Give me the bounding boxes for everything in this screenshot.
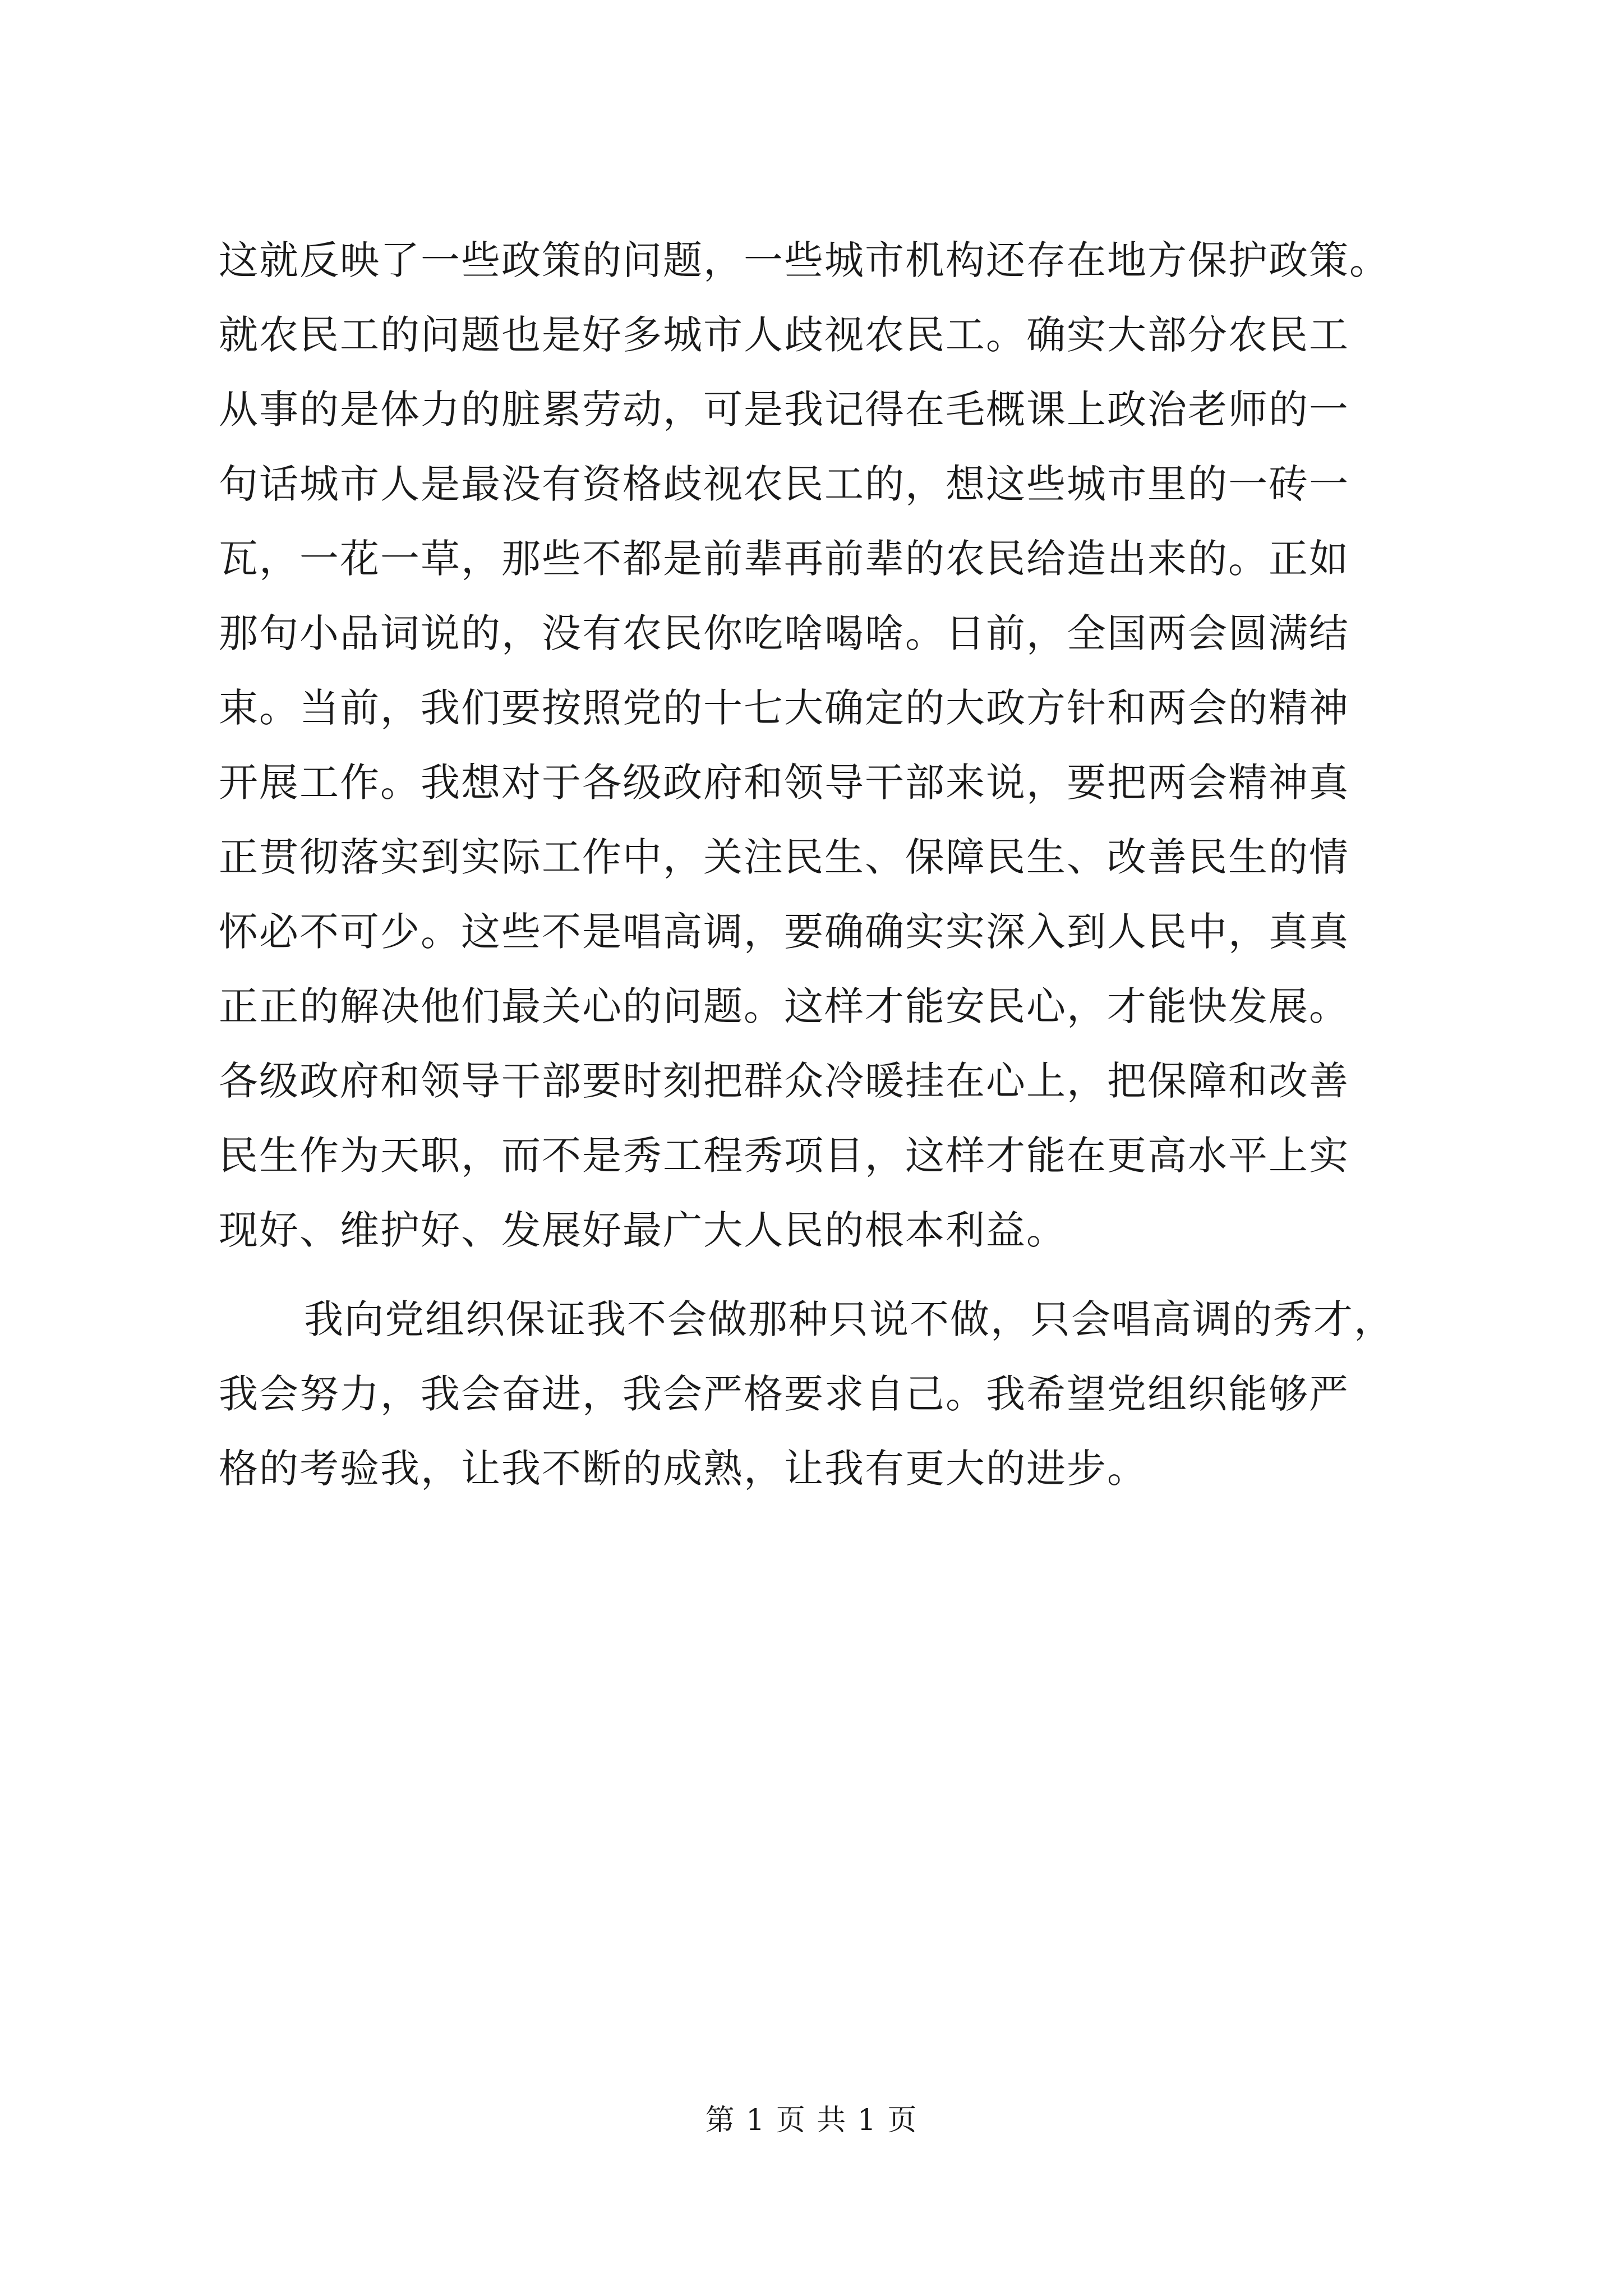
text-line: 现好、维护好、发展好最广大人民的根本利益。 (219, 1207, 1067, 1253)
text-line: 从事的是体力的脏累劳动，可是我记得在毛概课上政治老师的一 (219, 386, 1349, 432)
paragraph-2 (219, 1282, 1430, 1506)
page-footer (0, 2101, 1623, 2140)
text-line: 句话城市人是最没有资格歧视农民工的，想这些城市里的一砖一 (219, 461, 1349, 507)
text-line: 正贯彻落实到实际工作中，关注民生、保障民生、改善民生的情 (219, 834, 1349, 880)
text-line: 这就反映了一些政策的问题，一些城市机构还存在地方保护政策。 (219, 237, 1390, 283)
text-line: 那句小品词说的，没有农民你吃啥喝啥。日前，全国两会圆满结 (219, 610, 1349, 656)
text-line: 束。当前，我们要按照党的十七大确定的大政方针和两会的精神 (219, 685, 1349, 731)
text-line: 我会努力，我会奋进，我会严格要求自己。我希望党组织能够严 (219, 1371, 1349, 1417)
page-number-indicator: 第 1 页 共 1 页 (705, 2104, 918, 2137)
text-line: 怀必不可少。这些不是唱高调，要确确实实深入到人民中，真真 (219, 909, 1349, 955)
text-line: 我向党组织保证我不会做那种只说不做，只会唱高调的秀才， (304, 1296, 1394, 1342)
document-body (219, 223, 1430, 1506)
paragraph-1 (219, 223, 1430, 1268)
text-line: 民生作为天职，而不是秀工程秀项目，这样才能在更高水平上实 (219, 1133, 1349, 1179)
text-line: 就农民工的问题也是好多城市人歧视农民工。确实大部分农民工 (219, 312, 1349, 358)
text-line: 各级政府和领导干部要时刻把群众冷暖挂在心上，把保障和改善 (219, 1058, 1349, 1104)
text-line: 瓦，一花一草，那些不都是前辈再前辈的农民给造出来的。正如 (219, 536, 1349, 582)
paragraph-spacer (219, 1268, 1430, 1282)
text-line: 格的考验我，让我不断的成熟，让我有更大的进步。 (219, 1446, 1147, 1492)
text-line: 开展工作。我想对于各级政府和领导干部来说，要把两会精神真 (219, 760, 1349, 806)
text-line: 正正的解决他们最关心的问题。这样才能安民心，才能快发展。 (219, 983, 1349, 1029)
